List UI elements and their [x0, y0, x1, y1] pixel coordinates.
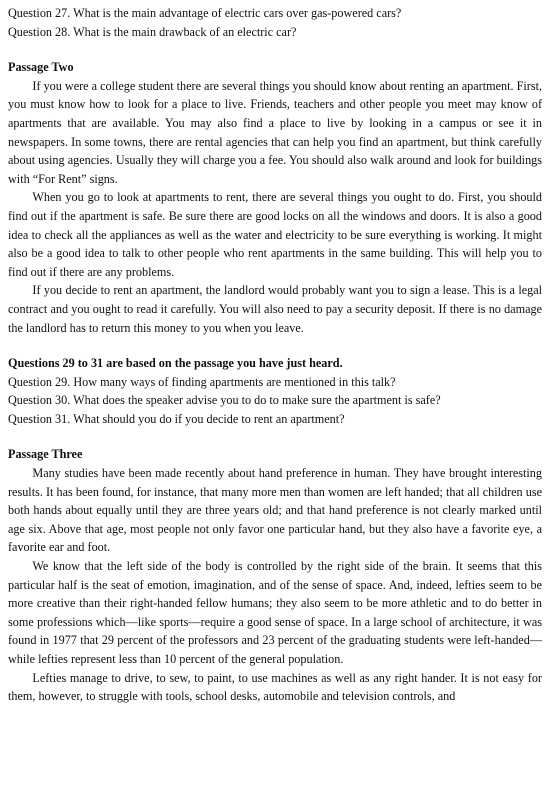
- spacer: [8, 337, 542, 354]
- question-29: Question 29. How many ways of finding apartments are mentioned in this talk?: [8, 374, 396, 389]
- questions-29-31-heading: Questions 29 to 31 are based on the passage you have just heard.: [8, 356, 343, 371]
- question-28: Question 28. What is the main drawback of an electric car?: [8, 24, 297, 39]
- passage-two-paragraph-3: If you decide to rent an apartment, the landlord would probably want you to sign a lease. This is a legal contract and you ought to read it carefully. You will also need to pay a security deposit. If there is no damage the landlord has to return this money to you when you leave.: [8, 283, 542, 335]
- passage-three-title: Passage Three: [8, 447, 83, 462]
- question-27: Question 27. What is the main advantage of electric cars over gas-powered cars?: [8, 6, 402, 20]
- spacer: [8, 41, 542, 58]
- question-31: Question 31. What should you do if you decide to rent an apartment?: [8, 411, 345, 426]
- passage-two-paragraph-2: When you go to look at apartments to rent, there are several things you ought to do. First, you should find out if the apartment is safe. Be sure there are good locks on all the windows and doors. It is also a good idea to check all the appliances as well as the water and electricity to be sure everything is working. It might also be a good idea to talk to other people who rent apartments in the same building. This will help you to find out if there are any problems.: [8, 190, 542, 279]
- passage-two-paragraph-1: If you were a college student there are several things you should know about renting an apartment. First, you must know how to look for a place to live. Friends, teachers and other people you meet may know of apartments that are available. You may also find a place to live by looking in a campus or see it in newspapers. In some towns, there are rental agencies that can help you find an apartment, but think carefully about using agencies. Usually they will charge you a fee. You should also walk around and look for buildings with “For Rent” signs.: [8, 78, 542, 186]
- question-30: Question 30. What does the speaker advise you to do to make sure the apartment is safe?: [8, 393, 441, 408]
- passage-three-paragraph-3: Lefties manage to drive, to sew, to paint, to use machines as well as any right hander. It is not easy for them, however, to struggle with tools, school desks, automobile and television controls, and: [8, 670, 542, 704]
- spacer: [8, 428, 542, 445]
- passage-three-paragraph-1: Many studies have been made recently about hand preference in human. They have brought interesting results. It has been found, for instance, that many more men than women are left handed; that all children use both hands about equally until they are three years old; and that hand preference is not clearly marked until age six. Above that age, most people not only favor one particular hand, but they also have a favorite eye, a favorite ear and foot.: [8, 466, 542, 555]
- passage-two-title: Passage Two: [8, 60, 74, 75]
- document-page: [8, 4, 542, 706]
- passage-three-paragraph-2: We know that the left side of the body is controlled by the right side of the brain. It seems that this particular half is the seat of emotion, imagination, and of the sense of space. And, indeed, lefties seem to be more creative than their right-handed fellow humans; they also seem to be more athletic and to do better in some professions which—like sports—require a good sense of space. In a large school of architecture, it was found in 1977 that 29 percent of the professors and 23 percent of the graduating students were left-handed—while lefties represent less than 10 percent of the general population.: [8, 559, 542, 666]
